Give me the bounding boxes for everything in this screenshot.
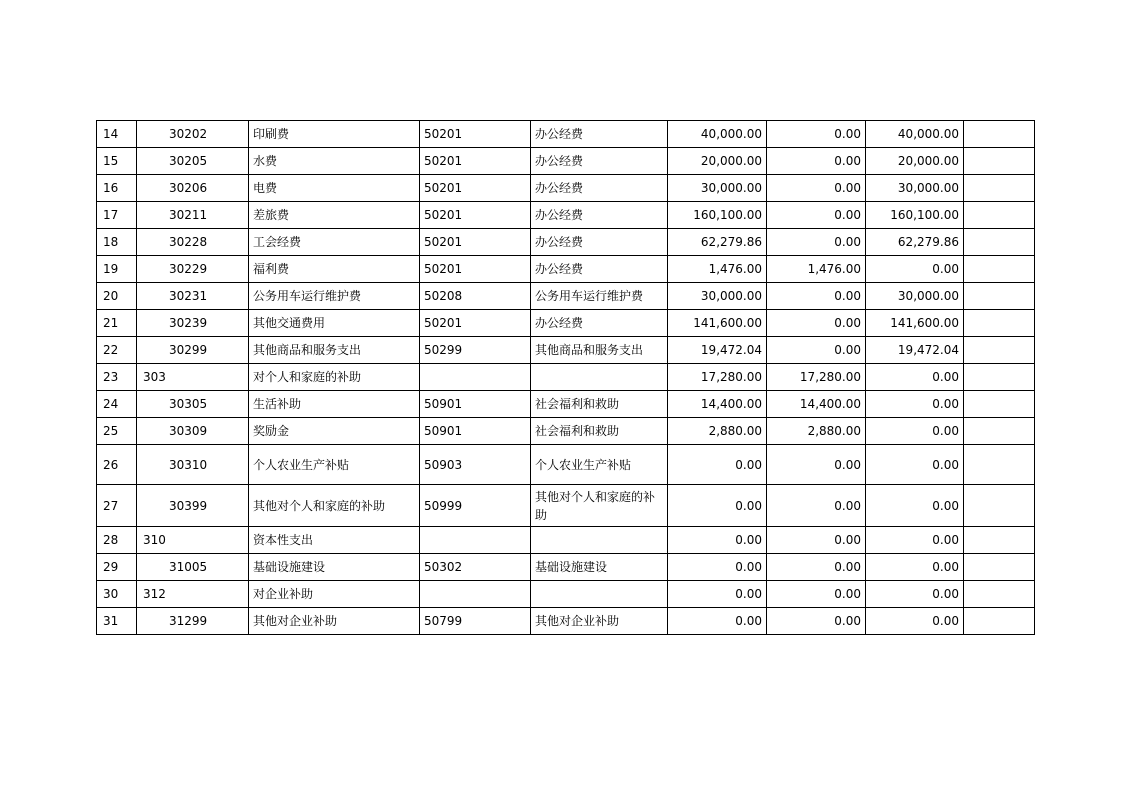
amount-col-b: 0.00 (767, 148, 866, 175)
remark (964, 148, 1035, 175)
amount-total: 30,000.00 (668, 175, 767, 202)
amount-total: 30,000.00 (668, 283, 767, 310)
remark (964, 121, 1035, 148)
amount-col-b: 0.00 (767, 175, 866, 202)
economic-code: 30309 (137, 418, 249, 445)
function-item-name: 基础设施建设 (531, 554, 668, 581)
economic-code: 31299 (137, 608, 249, 635)
table-row (97, 175, 1035, 202)
function-code: 50201 (420, 256, 531, 283)
function-code: 50201 (420, 202, 531, 229)
remark (964, 445, 1035, 485)
function-code: 50208 (420, 283, 531, 310)
function-item-name: 公务用车运行维护费 (531, 283, 668, 310)
remark (964, 485, 1035, 527)
table-row (97, 527, 1035, 554)
function-item-name: 办公经费 (531, 121, 668, 148)
economic-item-name: 印刷费 (249, 121, 420, 148)
remark (964, 364, 1035, 391)
economic-code: 30211 (137, 202, 249, 229)
amount-col-b: 0.00 (767, 310, 866, 337)
amount-col-b: 1,476.00 (767, 256, 866, 283)
remark (964, 229, 1035, 256)
function-item-name: 办公经费 (531, 310, 668, 337)
amount-total: 19,472.04 (668, 337, 767, 364)
economic-code: 30205 (137, 148, 249, 175)
remark (964, 310, 1035, 337)
amount-col-c: 0.00 (866, 364, 964, 391)
table-row (97, 554, 1035, 581)
table-row (97, 581, 1035, 608)
amount-total: 160,100.00 (668, 202, 767, 229)
table-body (97, 121, 1035, 635)
table-row (97, 608, 1035, 635)
function-item-name: 办公经费 (531, 229, 668, 256)
amount-total: 0.00 (668, 554, 767, 581)
economic-item-name: 其他对企业补助 (249, 608, 420, 635)
economic-item-name: 其他对个人和家庭的补助 (249, 485, 420, 527)
economic-code: 310 (137, 527, 249, 554)
function-code: 50299 (420, 337, 531, 364)
economic-code: 30206 (137, 175, 249, 202)
economic-code: 30239 (137, 310, 249, 337)
amount-col-c: 0.00 (866, 418, 964, 445)
amount-col-b: 14,400.00 (767, 391, 866, 418)
amount-total: 0.00 (668, 485, 767, 527)
amount-col-b: 0.00 (767, 445, 866, 485)
economic-code: 303 (137, 364, 249, 391)
function-item-name: 其他商品和服务支出 (531, 337, 668, 364)
economic-code: 30299 (137, 337, 249, 364)
function-code (420, 364, 531, 391)
amount-col-c: 30,000.00 (866, 175, 964, 202)
amount-col-b: 0.00 (767, 527, 866, 554)
row-number: 26 (97, 445, 137, 485)
function-item-name (531, 527, 668, 554)
function-item-name: 其他对个人和家庭的补助 (531, 485, 668, 527)
table-row (97, 310, 1035, 337)
table-row (97, 283, 1035, 310)
amount-col-b: 2,880.00 (767, 418, 866, 445)
amount-total: 62,279.86 (668, 229, 767, 256)
row-number: 22 (97, 337, 137, 364)
function-item-name: 办公经费 (531, 256, 668, 283)
economic-code: 30202 (137, 121, 249, 148)
row-number: 31 (97, 608, 137, 635)
row-number: 20 (97, 283, 137, 310)
row-number: 27 (97, 485, 137, 527)
amount-col-b: 0.00 (767, 121, 866, 148)
amount-col-c: 19,472.04 (866, 337, 964, 364)
row-number: 23 (97, 364, 137, 391)
remark (964, 527, 1035, 554)
amount-col-b: 0.00 (767, 581, 866, 608)
row-number: 24 (97, 391, 137, 418)
amount-col-c: 0.00 (866, 445, 964, 485)
amount-col-c: 40,000.00 (866, 121, 964, 148)
row-number: 16 (97, 175, 137, 202)
amount-total: 0.00 (668, 608, 767, 635)
economic-item-name: 差旅费 (249, 202, 420, 229)
row-number: 21 (97, 310, 137, 337)
remark (964, 391, 1035, 418)
amount-col-c: 0.00 (866, 256, 964, 283)
amount-col-b: 0.00 (767, 229, 866, 256)
economic-code: 30231 (137, 283, 249, 310)
function-code: 50999 (420, 485, 531, 527)
table-row (97, 485, 1035, 527)
economic-item-name: 资本性支出 (249, 527, 420, 554)
economic-code: 312 (137, 581, 249, 608)
function-item-name: 其他对企业补助 (531, 608, 668, 635)
amount-col-c: 141,600.00 (866, 310, 964, 337)
function-item-name: 社会福利和救助 (531, 418, 668, 445)
amount-total: 40,000.00 (668, 121, 767, 148)
amount-total: 0.00 (668, 445, 767, 485)
table-row (97, 148, 1035, 175)
function-code: 50201 (420, 148, 531, 175)
row-number: 15 (97, 148, 137, 175)
amount-total: 141,600.00 (668, 310, 767, 337)
amount-col-c: 62,279.86 (866, 229, 964, 256)
row-number: 14 (97, 121, 137, 148)
amount-col-c: 0.00 (866, 608, 964, 635)
table-row (97, 445, 1035, 485)
amount-total: 0.00 (668, 527, 767, 554)
row-number: 25 (97, 418, 137, 445)
function-item-name: 办公经费 (531, 202, 668, 229)
function-code: 50201 (420, 310, 531, 337)
row-number: 28 (97, 527, 137, 554)
economic-item-name: 其他交通费用 (249, 310, 420, 337)
table-row (97, 121, 1035, 148)
economic-item-name: 奖励金 (249, 418, 420, 445)
economic-code: 30305 (137, 391, 249, 418)
remark (964, 175, 1035, 202)
economic-item-name: 公务用车运行维护费 (249, 283, 420, 310)
amount-col-b: 0.00 (767, 337, 866, 364)
amount-col-c: 0.00 (866, 391, 964, 418)
remark (964, 202, 1035, 229)
remark (964, 581, 1035, 608)
table-row (97, 256, 1035, 283)
economic-item-name: 对个人和家庭的补助 (249, 364, 420, 391)
function-code: 50302 (420, 554, 531, 581)
function-code (420, 527, 531, 554)
amount-col-c: 0.00 (866, 581, 964, 608)
amount-total: 14,400.00 (668, 391, 767, 418)
amount-total: 1,476.00 (668, 256, 767, 283)
amount-total: 2,880.00 (668, 418, 767, 445)
economic-item-name: 个人农业生产补贴 (249, 445, 420, 485)
remark (964, 608, 1035, 635)
table-row (97, 391, 1035, 418)
row-number: 19 (97, 256, 137, 283)
economic-item-name: 电费 (249, 175, 420, 202)
row-number: 29 (97, 554, 137, 581)
amount-total: 0.00 (668, 581, 767, 608)
amount-col-b: 0.00 (767, 202, 866, 229)
row-number: 30 (97, 581, 137, 608)
function-code: 50799 (420, 608, 531, 635)
table-row (97, 337, 1035, 364)
function-item-name (531, 364, 668, 391)
function-item-name: 个人农业生产补贴 (531, 445, 668, 485)
function-code: 50901 (420, 391, 531, 418)
function-item-name (531, 581, 668, 608)
amount-col-b: 0.00 (767, 554, 866, 581)
function-item-name: 社会福利和救助 (531, 391, 668, 418)
economic-code: 30228 (137, 229, 249, 256)
amount-col-c: 160,100.00 (866, 202, 964, 229)
economic-item-name: 对企业补助 (249, 581, 420, 608)
amount-col-c: 20,000.00 (866, 148, 964, 175)
amount-col-b: 17,280.00 (767, 364, 866, 391)
economic-code: 30399 (137, 485, 249, 527)
remark (964, 256, 1035, 283)
economic-code: 30229 (137, 256, 249, 283)
function-code: 50903 (420, 445, 531, 485)
remark (964, 554, 1035, 581)
function-item-name: 办公经费 (531, 175, 668, 202)
amount-col-c: 0.00 (866, 527, 964, 554)
amount-col-c: 0.00 (866, 554, 964, 581)
amount-col-b: 0.00 (767, 283, 866, 310)
economic-item-name: 水费 (249, 148, 420, 175)
budget-table (96, 120, 1035, 635)
amount-total: 17,280.00 (668, 364, 767, 391)
economic-item-name: 福利费 (249, 256, 420, 283)
remark (964, 283, 1035, 310)
function-item-name: 办公经费 (531, 148, 668, 175)
amount-col-c: 0.00 (866, 485, 964, 527)
amount-total: 20,000.00 (668, 148, 767, 175)
function-code: 50901 (420, 418, 531, 445)
economic-item-name: 其他商品和服务支出 (249, 337, 420, 364)
economic-item-name: 生活补助 (249, 391, 420, 418)
function-code: 50201 (420, 121, 531, 148)
row-number: 18 (97, 229, 137, 256)
row-number: 17 (97, 202, 137, 229)
function-code: 50201 (420, 175, 531, 202)
amount-col-b: 0.00 (767, 485, 866, 527)
remark (964, 418, 1035, 445)
economic-code: 31005 (137, 554, 249, 581)
economic-item-name: 基础设施建设 (249, 554, 420, 581)
remark (964, 337, 1035, 364)
table-row (97, 229, 1035, 256)
table-row (97, 418, 1035, 445)
function-code (420, 581, 531, 608)
table-row (97, 364, 1035, 391)
table-row (97, 202, 1035, 229)
economic-code: 30310 (137, 445, 249, 485)
amount-col-c: 30,000.00 (866, 283, 964, 310)
amount-col-b: 0.00 (767, 608, 866, 635)
function-code: 50201 (420, 229, 531, 256)
economic-item-name: 工会经费 (249, 229, 420, 256)
